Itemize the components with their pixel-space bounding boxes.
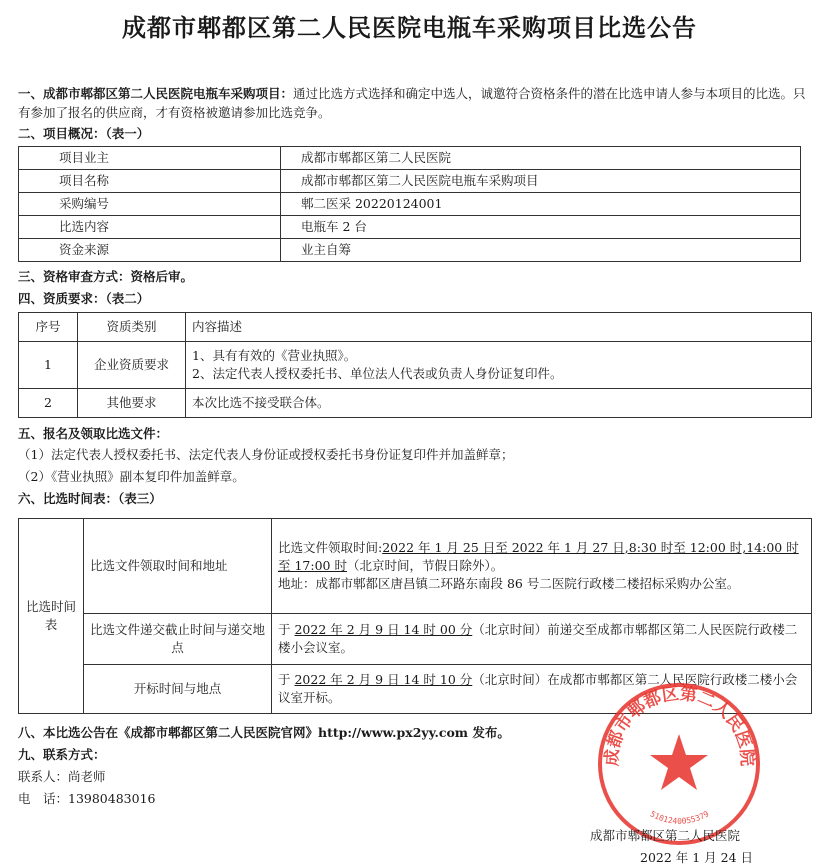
schedule-label: 比选文件领取时间和地址	[84, 519, 272, 614]
schedule-time: 2022 年 2 月 9 日 14 时 00 分	[294, 622, 473, 637]
contact-phone: 电 话：13980483016	[18, 791, 156, 806]
svg-text:5101240055379	[649, 809, 711, 826]
schedule-label: 比选文件递交截止时间与递交地点	[84, 614, 272, 665]
section-5-item: （1）法定代表人授权委托书、法定代表人身份证或授权委托书身份证复印件并加盖鲜章；	[18, 447, 514, 462]
schedule-suffix: （北京时间）在成都市郫都区第二人民医院行政楼二楼小会议室开标。	[278, 672, 798, 705]
page-title: 成都市郫都区第二人民医院电瓶车采购项目比选公告	[122, 14, 697, 42]
overview-row	[19, 216, 801, 239]
overview-value: 郫二医采 20220124001	[281, 193, 801, 216]
header-type: 资质类别	[78, 313, 186, 342]
overview-label: 资金来源	[19, 239, 281, 262]
section-6-heading: 六、比选时间表：（表三）	[18, 491, 162, 506]
schedule-address: 地址：成都市郫都区唐昌镇二环路东南段 86 号二医院行政楼二楼招标采购办公室。	[278, 576, 740, 591]
overview-table	[18, 146, 801, 262]
overview-value: 成都市郫都区第二人民医院电瓶车采购项目	[281, 170, 801, 193]
section-4-heading: 四、资质要求：（表二）	[18, 291, 150, 306]
intro-text: 通过比选方式选择和确定中选人，诚邀符合资格条件的潜在比选申请人参与本项目的比选。只有参加了报名的供应商，才有资格被邀请参加比选竞争。	[18, 86, 806, 120]
schedule-group-label: 比选时间表	[19, 519, 84, 714]
overview-label: 比选内容	[19, 216, 281, 239]
overview-row	[19, 170, 801, 193]
overview-value: 成都市郫都区第二人民医院	[281, 147, 801, 170]
qualification-type: 其他要求	[78, 389, 186, 418]
qualification-no: 2	[19, 389, 78, 418]
schedule-row	[19, 519, 812, 614]
intro-paragraph	[18, 84, 808, 122]
overview-value: 业主自筹	[281, 239, 801, 262]
overview-row	[19, 147, 801, 170]
overview-label: 项目业主	[19, 147, 281, 170]
schedule-time: 2022 年 1 月 25 日至 2022 年 1 月 27 日,8:30 时至 12:00 时,14:00 时至 17:00 时	[278, 540, 799, 573]
schedule-time: 2022 年 2 月 9 日 14 时 10 分	[294, 672, 473, 687]
section-2-heading: 二、项目概况：（表一）	[18, 126, 150, 141]
schedule-prefix: 于	[278, 672, 295, 687]
overview-label: 采购编号	[19, 193, 281, 216]
intro-lead: 一、成都市郫都区第二人民医院电瓶车采购项目：	[18, 86, 294, 101]
schedule-content	[272, 519, 812, 614]
qualification-type: 企业资质要求	[78, 342, 186, 389]
official-seal-icon	[597, 682, 762, 847]
header-no: 序号	[19, 313, 78, 342]
section-5-item: （2）《营业执照》副本复印件加盖鲜章。	[18, 469, 245, 484]
schedule-suffix: （北京时间）前递交至成都市郫都区第二人民医院行政楼二楼小会议室。	[278, 622, 798, 655]
section-5-heading: 五、报名及领取比选文件：	[18, 426, 169, 441]
contact-person: 联系人：尚老师	[18, 769, 106, 784]
schedule-row	[19, 614, 812, 665]
qualification-desc	[186, 342, 812, 389]
signature-org: 成都市郫都区第二人民医院	[590, 828, 741, 843]
qualification-row	[19, 342, 812, 389]
seal-number: 5101240055379	[648, 809, 711, 826]
schedule-suffix: （北京时间，节假日除外）。	[346, 558, 504, 573]
qualification-row	[19, 389, 812, 418]
qualification-table	[18, 312, 812, 418]
seal-text: 成都市郫都区第二人民医院	[602, 684, 757, 767]
overview-value: 电瓶车 2 台	[281, 216, 801, 239]
qualification-desc: 本次比选不接受联合体。	[186, 389, 812, 418]
overview-label: 项目名称	[19, 170, 281, 193]
qualification-header-row	[19, 313, 812, 342]
section-9-heading: 九、联系方式：	[18, 747, 106, 762]
signature-date: 2022 年 1 月 24 日	[640, 850, 754, 865]
overview-row	[19, 239, 801, 262]
qualification-no: 1	[19, 342, 78, 389]
qualification-desc-line: 2、法定代表人授权委托书、单位法人代表或负责人身份证复印件。	[192, 366, 563, 381]
header-desc: 内容描述	[186, 313, 812, 342]
schedule-prefix: 比选文件领取时间:	[278, 540, 383, 555]
schedule-label: 开标时间与地点	[84, 665, 272, 714]
section-8-text: 八、本比选公告在《成都市郫都区第二人民医院官网》http://www.px2yy.com 发布。	[18, 725, 510, 740]
section-3-heading: 三、资格审查方式：资格后审。	[18, 269, 194, 284]
overview-row	[19, 193, 801, 216]
schedule-content	[272, 614, 812, 665]
schedule-prefix: 于	[278, 622, 295, 637]
qualification-desc-line: 1、具有有效的《营业执照》。	[192, 348, 357, 363]
